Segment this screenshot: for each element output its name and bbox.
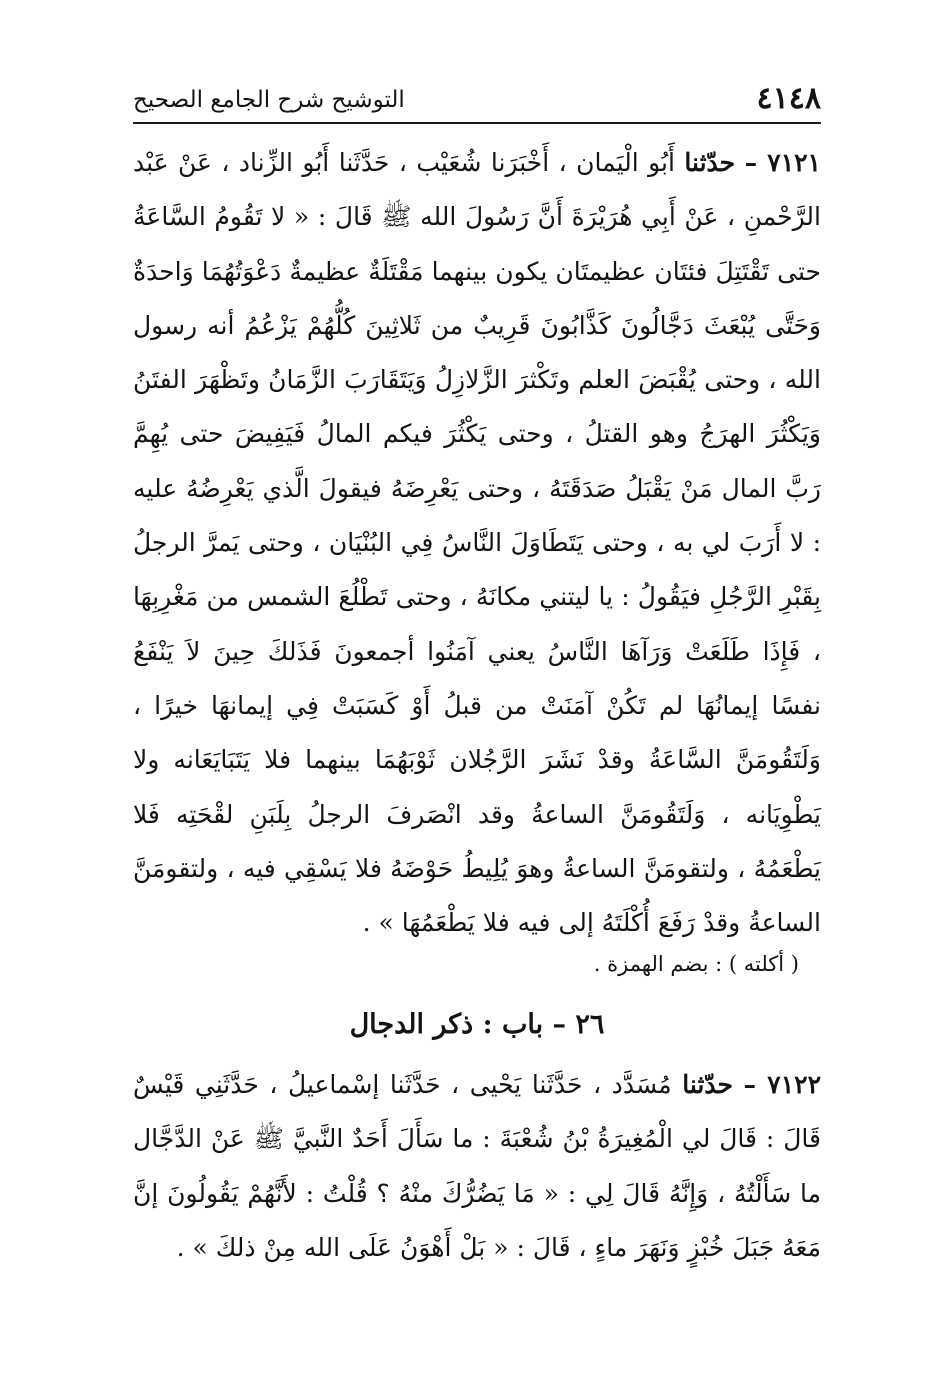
chapter-heading: ٢٦ – باب : ذكر الدجال: [349, 1009, 605, 1040]
page-number: ٤١٤٨: [756, 81, 821, 116]
running-title: التوشيح شرح الجامع الصحيح: [133, 87, 405, 113]
header-rule: [133, 122, 821, 124]
hadith-text: مُسَدَّد ، حَدَّثَنا يَحْيى ، حَدَّثَنا إسْماعيلُ ، حَدَّثَنِي قَيْسٌ قَالَ : قَالَ لي الْمُغِيرَةُ بْنُ شُعْبَةَ : ما سَأَلَ أَحَدٌ النَّبيَّ ﷺ عَنْ الدَّجَّال ما سَأَلْتُهُ ، وَإِنَّهُ قَالَ لِي : « مَا يَضُرُّكَ منْهُ ؟ قُلْتُ : لأَنَّهُمْ يَقُولُونَ إنَّ مَعَهُ جَبَلَ خُبْزٍ وَنَهَرَ ماءٍ ، قَالَ : « بَلْ أَهْوَنُ عَلَى الله مِنْ ذلكَ » .: [133, 1070, 821, 1262]
page-header: [133, 78, 821, 124]
hadith-text: أَبُو الْيَمان ، أَخْبَرَنا شُعَيْب ، حَدَّثَنا أَبُو الزِّناد ، عَنْ عَبْد الرَّحْمنِ ، عَنْ أَبِي هُرَيْرَةَ أَنَّ رَسُولَ الله ﷺ قَالَ : « لا تَقُومُ السَّاعَةُ حتى تَقْتَتِلَ فئتَان عظيمتَان يكون بينهما مَقْتَلَةٌ عظيمةٌ دَعْوَتُهُمَا وَاحدَةٌ وَحَتَّى يُبْعَثَ دَجَّالُونَ كَذَّابُونَ قَرِيبٌ من ثَلاثِينَ كُلُّهُمْ يَزْعُمُ أنه رسول الله ، وحتى يُقْبَضَ العلم وتَكْثرَ الزَّلازِلُ وَيَتَقَارَبَ الزَّمَانُ وتَظْهَرَ الفتَنُ وَيَكْثُرَ الهرَجُ وهو القتلُ ، وحتى يَكْثُرَ فيكم المالُ فَيَفِيضَ حتى يُهِمَّ رَبَّ المال مَنْ يَقْبَلُ صَدَقَتَهُ ، وحتى يَعْرِضَهُ فيقولَ الَّذي يَعْرِضُهُ عليه : لا أَرَبَ لي به ، وحتى يَتَطَاوَلَ النَّاسُ فِي البُنْيَان ، وحتى يَمرَّ الرجلُ بِقَبْرِ الرَّجُلِ فيَقُولُ : يا ليتني مكانَهُ ، وحتى تَطْلُعَ الشمس من مَغْرِبِهَا ، فَإِذَا طَلَعَتْ وَرَآهَا النَّاسُ يعني آمَنُوا أجمعونَ فَذَلكَ حِينَ لاَ يَنْفَعُ نفسًا إيمانُهَا لم تَكُنْ آمَنَتْ من قبلُ أَوْ كَسَبَتْ فِي إيمانهَا خيرًا ، وَلَتَقُومَنَّ السَّاعَةُ وقدْ نَشَرَ الرَّجُلان ثَوْبَهُمَا بينهما فلا يَتَبَايَعَانه ولا يَطْوِيَانه ، وَلَتَقُومَنَّ الساعةُ وقد انْصَرفَ الرجلُ بِلَبَنِ لقْحَتِه فَلا يَطْعَمُهُ ، ولتقومَنَّ الساعةُ وهوَ يُلِيطُ حَوْضَهُ فلا يَسْقِي فيه ، ولتقومَنَّ الساعةُ وقدْ رَفَعَ أُكْلَتَهُ إلى فيه فلا يَطْعَمُهَا » .: [133, 148, 821, 938]
hadith-number: ٧١٢١ –: [744, 148, 821, 177]
hadith-number: ٧١٢٢ –: [743, 1070, 821, 1099]
explanatory-note: ( أكلته ) : بضم الهمزة .: [593, 952, 799, 976]
hadith-opening: حدّثنا: [684, 148, 736, 177]
hadith-opening: حدّثنا: [682, 1070, 733, 1099]
hadith-7122: [133, 1058, 821, 1275]
hadith-7121: [133, 136, 821, 950]
